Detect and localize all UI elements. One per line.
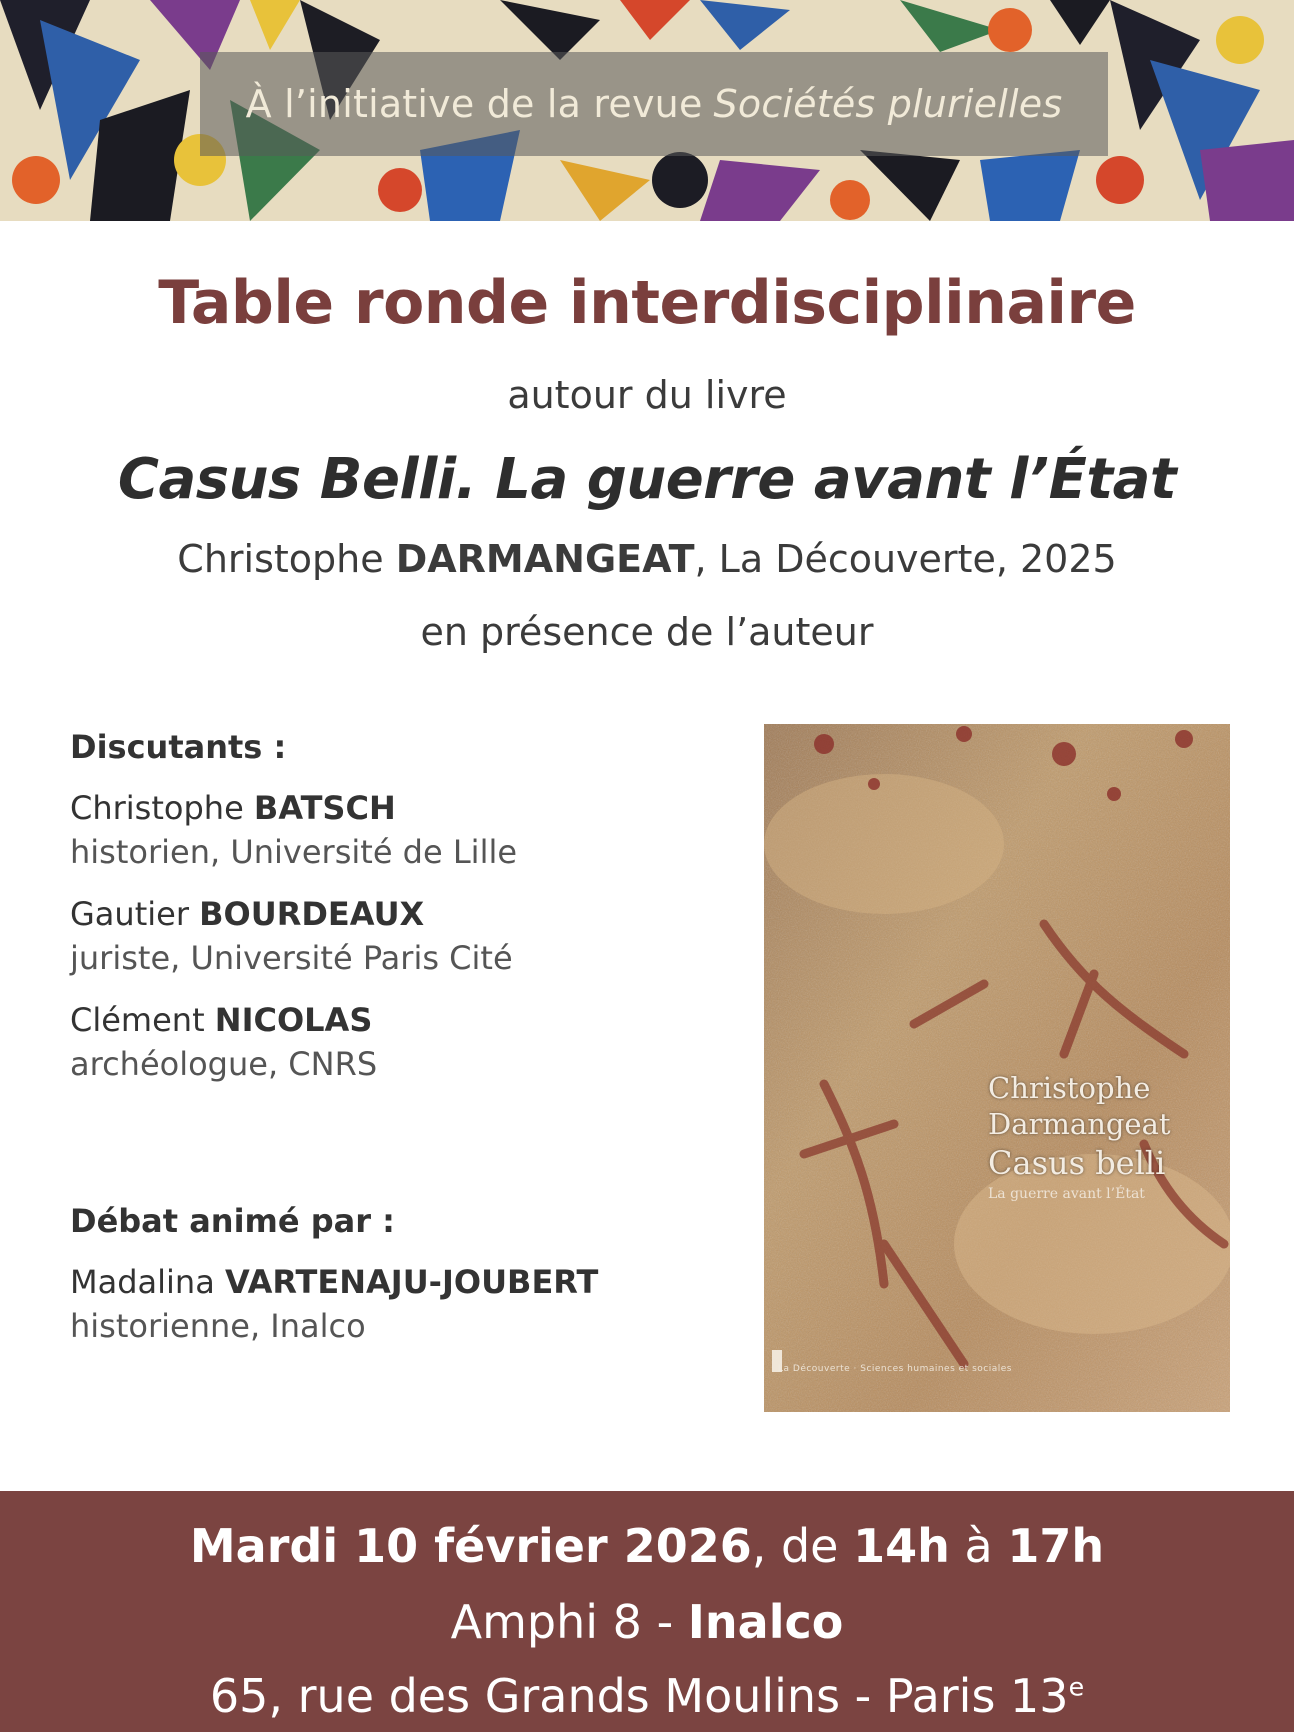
- banner-caption: [200, 52, 1108, 156]
- author-first: Christophe: [177, 537, 384, 581]
- book-title: Casus Belli. La guerre avant l’État: [117, 447, 1177, 512]
- moderator-last: VARTENAJU-JOUBERT: [224, 1263, 599, 1301]
- event-date: Mardi 10 février 2026: [189, 1519, 752, 1573]
- discussant-last: BOURDEAUX: [199, 895, 425, 933]
- author-line: [0, 537, 1294, 581]
- cover-title: Casus belli: [988, 1144, 1166, 1182]
- moderator-first: Madalina: [70, 1263, 215, 1301]
- discussants-heading: Discutants :: [70, 728, 287, 766]
- cover-publisher: La Découverte · Sciences humaines et sociales: [778, 1364, 1012, 1374]
- intro-text: autour du livre: [507, 373, 787, 417]
- moderator: [70, 1260, 770, 1348]
- event-address: [0, 1669, 1294, 1723]
- cover-author-last: Darmangeat: [988, 1107, 1171, 1141]
- publisher-year: , La Découverte, 2025: [694, 537, 1117, 581]
- discussant-last: NICOLAS: [214, 1001, 373, 1039]
- cover-author-first: Christophe: [988, 1071, 1151, 1105]
- decorative-banner: [0, 0, 1294, 221]
- page-title: Table ronde interdisciplinaire: [158, 268, 1136, 338]
- moderator-heading: Débat animé par :: [70, 1202, 395, 1240]
- event-info-band: [0, 1491, 1294, 1732]
- discussant: [70, 786, 710, 874]
- event-room: Amphi 8: [450, 1595, 642, 1649]
- author-last: DARMANGEAT: [395, 537, 695, 581]
- discussant-role: historien, Université de Lille: [70, 833, 518, 871]
- discussant-first: Gautier: [70, 895, 189, 933]
- discussant-first: Christophe: [70, 789, 244, 827]
- moderator-role: historienne, Inalco: [70, 1307, 366, 1345]
- rock-art-texture: [764, 724, 1230, 1412]
- address-text: 65, rue des Grands Moulins - Paris 13: [209, 1669, 1069, 1723]
- discussant: [70, 892, 710, 980]
- event-location: [0, 1595, 1294, 1649]
- discussant: [70, 998, 710, 1086]
- discussant-last: BATSCH: [253, 789, 396, 827]
- discussants-section: [70, 728, 710, 1104]
- time-separator: , de: [751, 1519, 854, 1573]
- address-superscript: e: [1068, 1672, 1085, 1702]
- event-end: 17h: [1007, 1519, 1105, 1573]
- presence-text: en présence de l’auteur: [420, 610, 874, 654]
- event-venue: Inalco: [687, 1595, 844, 1649]
- event-start: 14h: [853, 1519, 950, 1573]
- book-cover-image: [764, 724, 1230, 1412]
- banner-prefix: À l’initiative de la revue: [245, 82, 703, 126]
- time-to: à: [949, 1519, 1008, 1573]
- journal-name: Sociétés plurielles: [713, 82, 1063, 126]
- event-datetime: [0, 1519, 1294, 1573]
- room-separator: -: [641, 1595, 688, 1649]
- cover-text: [988, 1070, 1171, 1204]
- discussant-role: juriste, Université Paris Cité: [70, 939, 513, 977]
- discussant-first: Clément: [70, 1001, 205, 1039]
- discussant-role: archéologue, CNRS: [70, 1045, 378, 1083]
- cover-subtitle: La guerre avant l’État: [988, 1186, 1145, 1202]
- moderator-section: [70, 1202, 770, 1366]
